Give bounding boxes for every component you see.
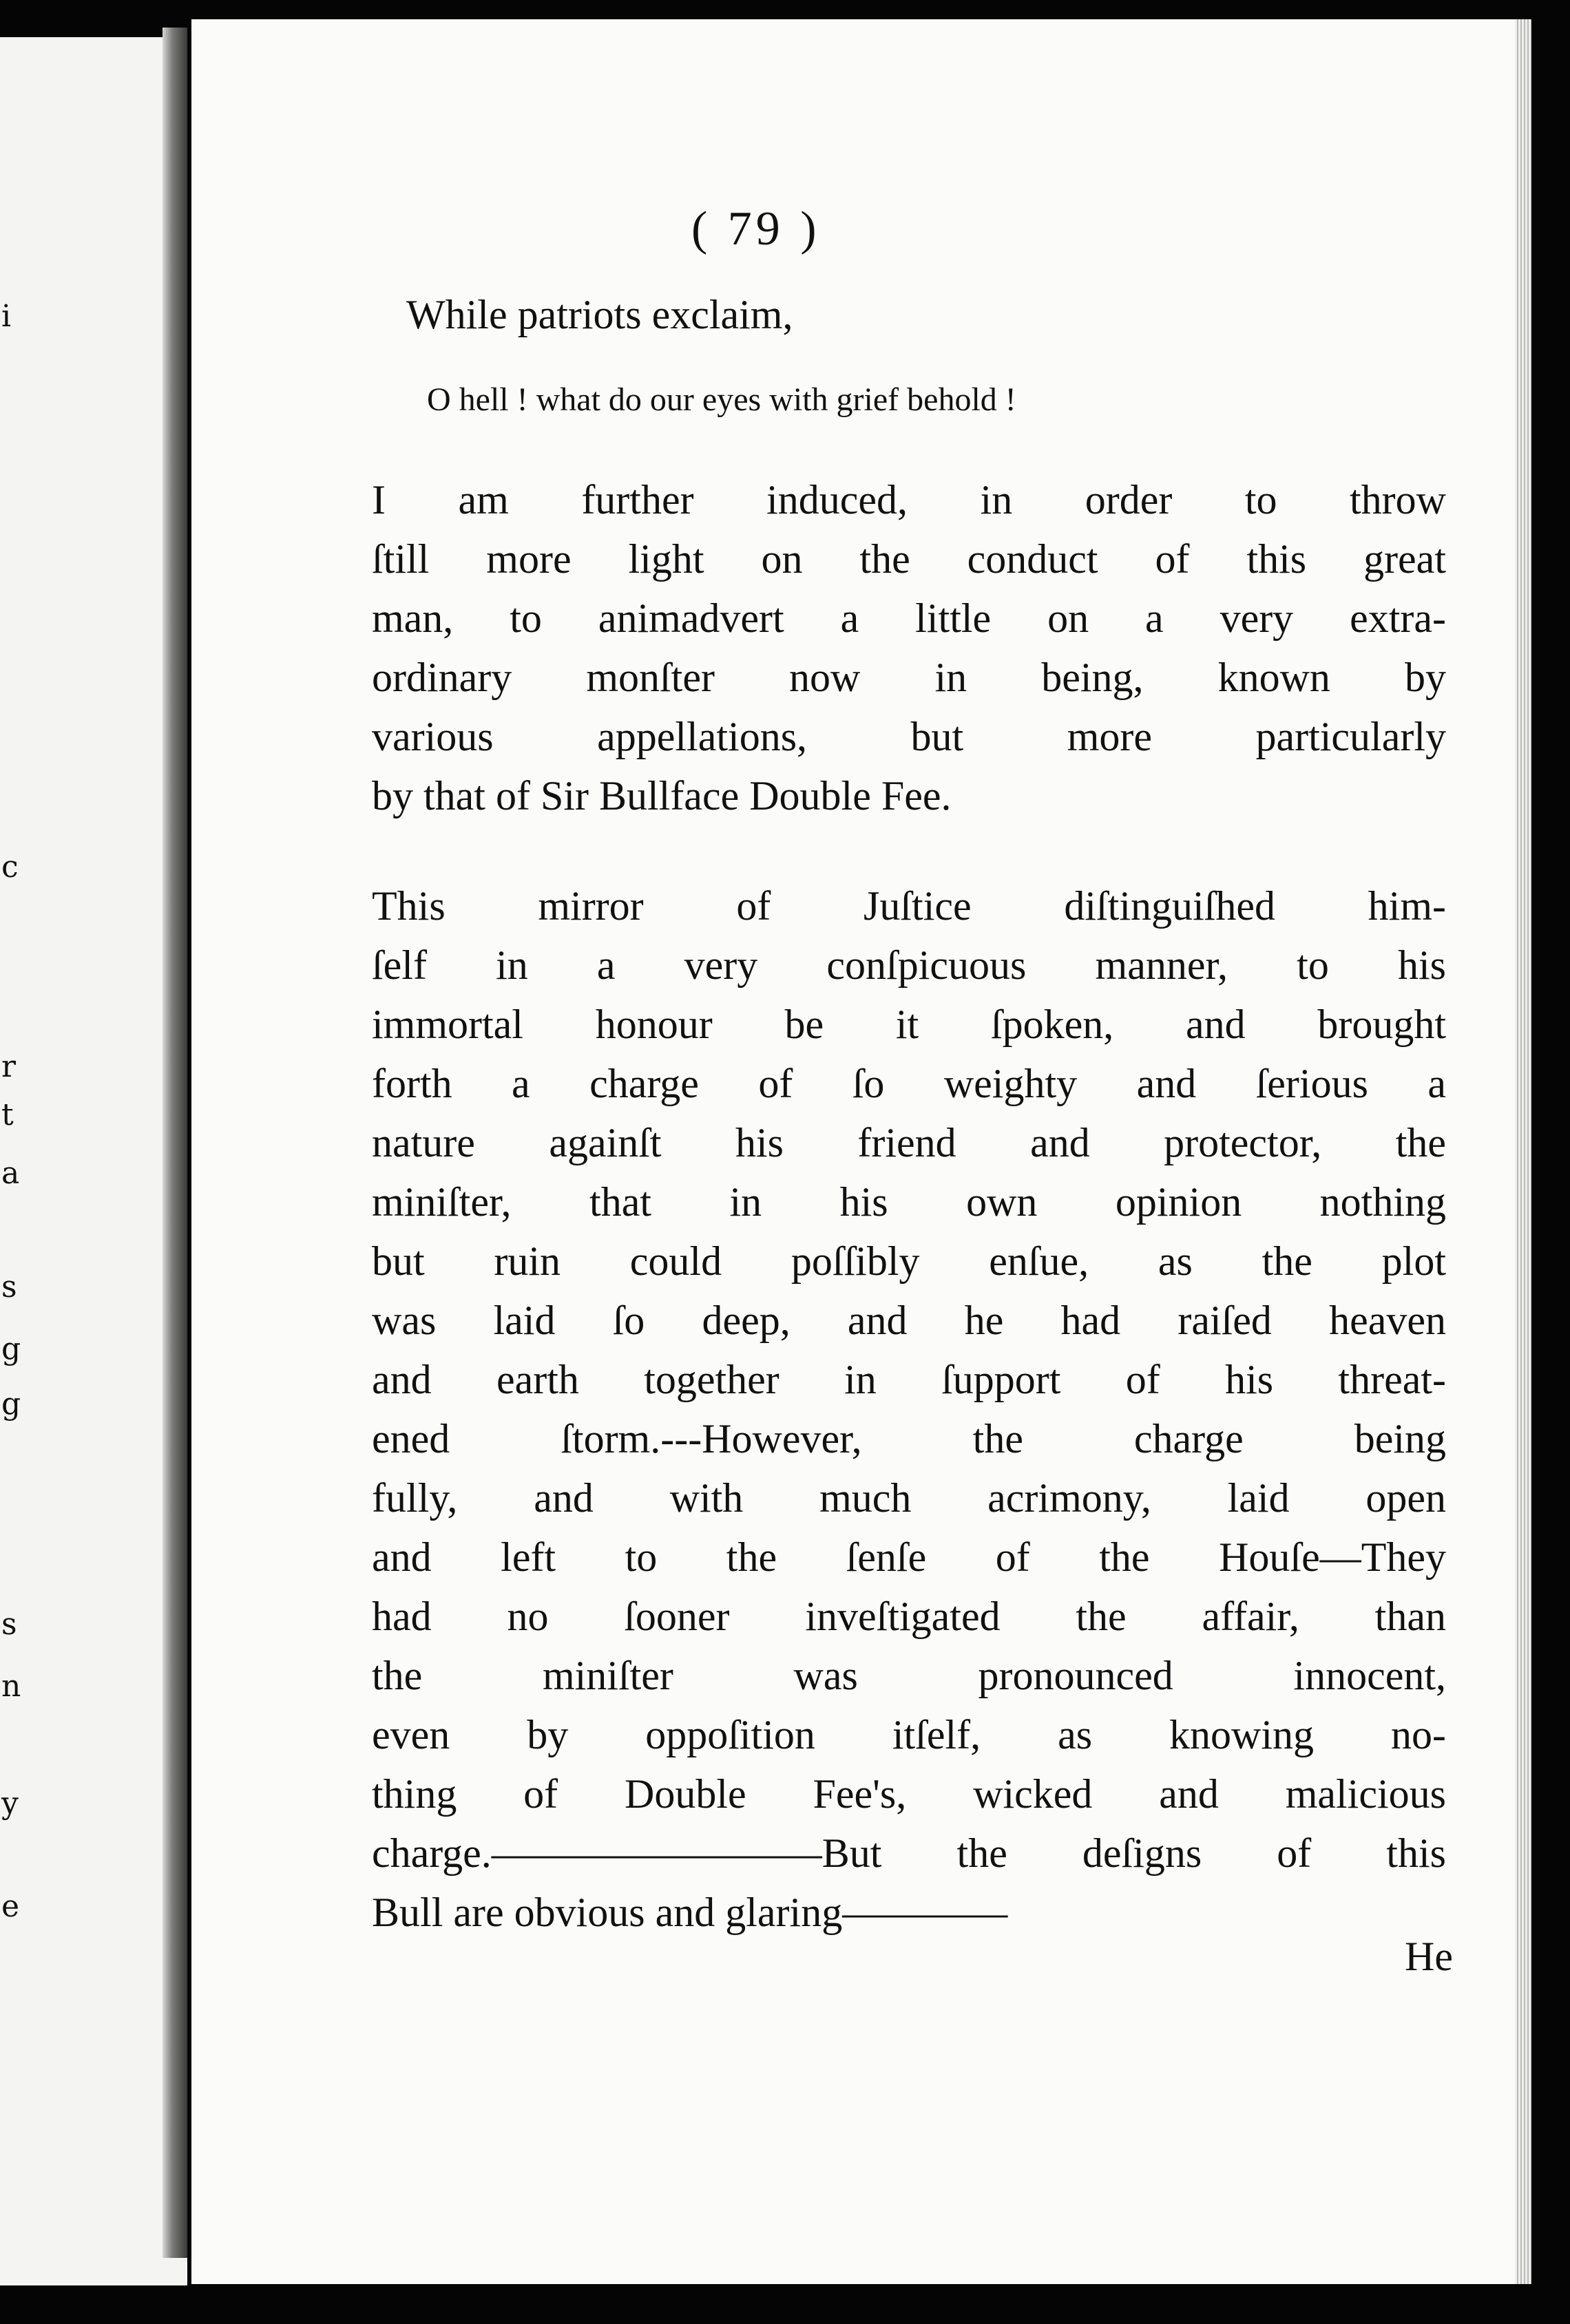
text-line: the miniſter was pronounced innocent, [372,1653,1446,1698]
text-line: immortal honour be it ſpoken, and brought [372,1002,1446,1047]
edge-letter: a [1,1156,20,1191]
page-edge [1515,19,1531,2284]
edge-letter: g [1,1331,21,1366]
text-line: man, to animadvert a little on a very extra- [372,595,1446,641]
text-line: ordinary monſter now in being, known by [372,655,1446,700]
paragraph-2 [372,876,1446,1942]
edge-letter: y [1,1786,19,1821]
text-line: thing of Double Fee's, wicked and malicious [372,1771,1446,1817]
text-line: but ruin could poſſibly enſue, as the plot [372,1238,1446,1284]
right-page [191,19,1531,2284]
text-line: and earth together in ſupport of his threat- [372,1357,1446,1402]
edge-letter: s [1,1607,17,1642]
text-line: ſtill more light on the conduct of this great [372,536,1446,582]
text-line: by that of Sir Bullface Double Fee. [372,773,952,818]
text-line: nature againſt his friend and protector, the [372,1120,1446,1165]
edge-letter: g [1,1386,21,1422]
text-line: had no ſooner inveſtigated the affair, than [372,1594,1446,1639]
quote-line: O hell ! what do our eyes with grief behold ! [427,381,1016,418]
text-line: was laid ſo deep, and he had raiſed heaven [372,1298,1446,1343]
paragraph-1 [372,470,1446,825]
left-page-edge-letters [0,37,21,2285]
edge-letter: t [1,1097,14,1132]
text-line: various appellations, but more particularly [372,714,1446,759]
edge-letter: r [1,1049,17,1084]
text-line: Bull are obvious and glaring———— [372,1890,1008,1935]
text-line: miniſter, that in his own opinion nothing [372,1179,1446,1225]
edge-letter: i [1,299,12,334]
left-page [0,37,187,2285]
text-line: and left to the ſenſe of the Houſe—They [372,1534,1446,1580]
page-number: ( 79 ) [691,202,821,255]
text-line: ſelf in a very conſpicuous manner, to his [372,942,1446,988]
text-line: I am further induced, in order to throw [372,477,1446,522]
edge-letter: e [1,1889,20,1924]
text-line: ened ſtorm.---However, the charge being [372,1416,1446,1461]
text-line: charge.————————But the deſigns of this [372,1830,1446,1876]
text-line: This mirror of Juſtice diſtinguiſhed him- [372,883,1446,929]
text-line: forth a charge of ſo weighty and ſerious a [372,1061,1446,1106]
book-gutter [163,28,187,2258]
edge-letter: s [1,1269,17,1304]
edge-letter: n [1,1669,21,1704]
text-line: fully, and with much acrimony, laid open [372,1475,1446,1521]
text-line: even by oppoſition itſelf, as knowing no- [372,1712,1446,1757]
exclaim-line: While patriots exclaim, [406,292,793,337]
edge-letter: c [1,849,19,885]
catchword: He [1405,1934,1453,1979]
